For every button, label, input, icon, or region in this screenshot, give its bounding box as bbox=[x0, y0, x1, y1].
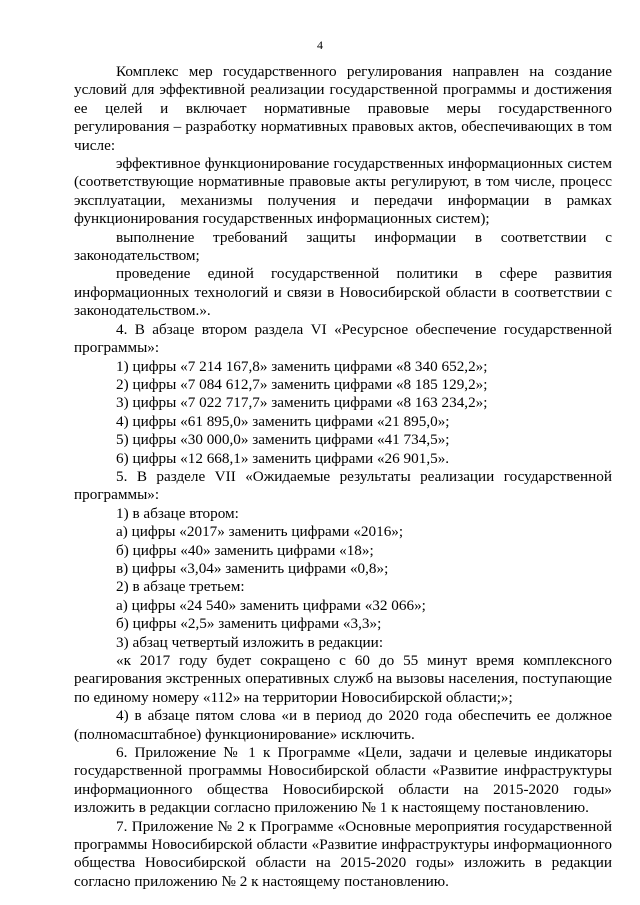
list-subitem-a-24540: а) цифры «24 540» заменить цифрами «32 066»; bbox=[116, 596, 426, 614]
paragraph-item-4-section-vi: 4. В абзаце втором раздела VI «Ресурсное обеспечение государственной программы»: bbox=[74, 320, 612, 357]
document-body bbox=[74, 63, 612, 891]
list-item-figure-1: 1) цифры «7 214 167,8» заменить цифрами «8 340 652,2»; bbox=[116, 357, 488, 375]
list-item-figure-4: 4) цифры «61 895,0» заменить цифрами «21 895,0»; bbox=[116, 412, 450, 430]
list-item-fourth-paragraph: 3) абзац четвертый изложить в редакции: bbox=[116, 633, 384, 651]
paragraph-info-protection: выполнение требований защиты информации в соответствии с законодательством; bbox=[74, 228, 612, 265]
list-subitem-b-40: б) цифры «40» заменить цифрами «18»; bbox=[116, 541, 374, 559]
page-number: 4 bbox=[317, 38, 323, 52]
list-item-figure-2: 2) цифры «7 084 612,7» заменить цифрами «8 185 129,2»; bbox=[116, 375, 488, 393]
list-item-figure-3: 3) цифры «7 022 717,7» заменить цифрами «8 163 234,2»; bbox=[116, 394, 488, 412]
paragraph-quote-2017: «к 2017 году будет сокращено с 60 до 55 минут время комплексного реагирования экстренных оперативных служб на вызовы населения, поступающие по единому номеру «112» на территории Новосибирской области;»; bbox=[74, 652, 612, 706]
paragraph-regulation-measures: Комплекс мер государственного регулирования направлен на создание условий для эффективной реализации государственной программы и достижения ее целей и включает нормативные правовые меры государственного регулирования – разработку нормативных правовых актов, обеспечивающих в том числе: bbox=[74, 63, 612, 154]
list-item-figure-5: 5) цифры «30 000,0» заменить цифрами «41 734,5»; bbox=[116, 431, 450, 449]
list-subitem-v-304: в) цифры «3,04» заменить цифрами «0,8»; bbox=[116, 559, 389, 577]
list-item-figure-6: 6) цифры «12 668,1» заменить цифрами «26 901,5». bbox=[116, 449, 450, 467]
list-subitem-b-25: б) цифры «2,5» заменить цифрами «3,3»; bbox=[116, 615, 382, 633]
list-item-fifth-paragraph: 4) в абзаце пятом слова «и в период до 2020 года обеспечить ее должное (полномасштабное) функционирование» исключить. bbox=[74, 707, 612, 743]
list-subitem-a-2017: а) цифры «2017» заменить цифрами «2016»; bbox=[116, 523, 404, 541]
paragraph-state-policy: проведение единой государственной политики в сфере развития информационных технологий и связи в Новосибирской области в соответствии с законодательством.». bbox=[74, 265, 612, 320]
paragraph-item-7-appendix-2: 7. Приложение № 2 к Программе «Основные мероприятия государственной программы Новосибирской области «Развитие инфраструктуры информационного общества Новосибирской области на 2015-2020 годы» изложить в редакции согласно приложению № 2 к настоящему постановлению. bbox=[74, 817, 612, 890]
list-item-third-paragraph: 2) в абзаце третьем: bbox=[116, 578, 245, 596]
list-item-second-paragraph: 1) в абзаце втором: bbox=[116, 504, 239, 522]
paragraph-info-systems: эффективное функционирование государственных информационных систем (соответствующие нормативные правовые акты регулируют, в том числе, процесс эксплуатации, механизмы получения и передачи информации в рамках функционирования государственных информационных систем); bbox=[74, 155, 612, 228]
paragraph-item-5-section-vii: 5. В разделе VII «Ожидаемые результаты реализации государственной программы»: bbox=[74, 467, 612, 504]
paragraph-item-6-appendix-1: 6. Приложение № 1 к Программе «Цели, задачи и целевые индикаторы государственной программы Новосибирской области «Развитие инфраструктуры информационного общества Новосибирской области на 2015-2020 годы» изложить в редакции согласно приложению № 1 к настоящему постановлению. bbox=[74, 744, 612, 817]
